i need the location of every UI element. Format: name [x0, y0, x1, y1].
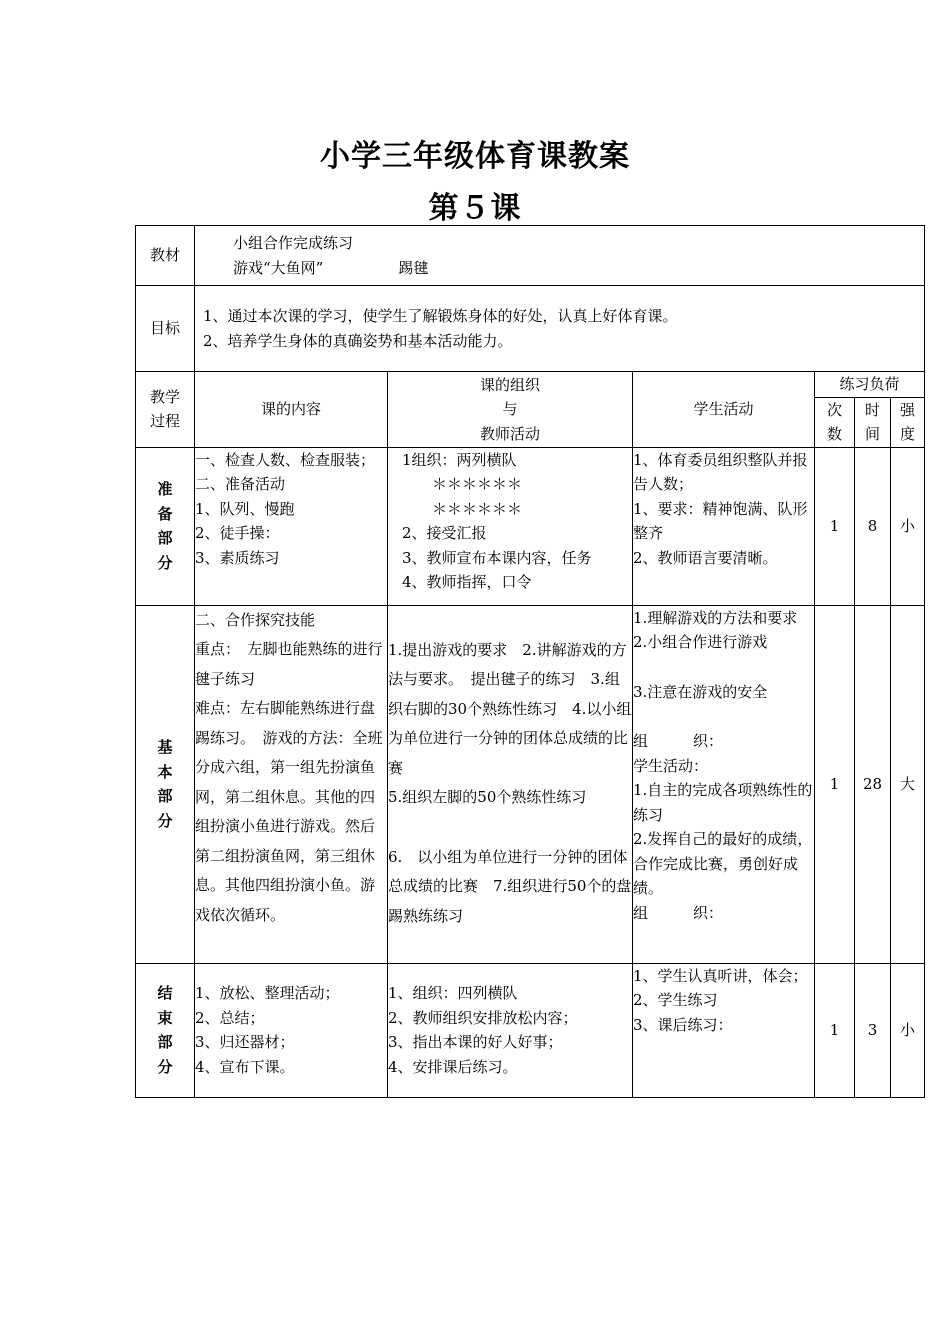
material-label: 教材 — [136, 226, 195, 286]
content-line: 4、宣布下课。 — [195, 1057, 295, 1076]
section-label: 基 本 部 分 — [136, 605, 195, 963]
content-line: 二、准备活动 — [195, 475, 286, 493]
lesson-number: 第５课 — [428, 191, 522, 226]
student-line: 3、课后练习： — [633, 1015, 733, 1034]
student-line: 1.理解游戏的方法和要求 — [633, 608, 798, 627]
time-header-line: 时 — [864, 400, 880, 419]
load-header: 练习负荷 — [815, 372, 925, 398]
section-student — [633, 963, 815, 1097]
org-line: 4、教师指挥，口令 — [402, 573, 532, 591]
content-line: 二、合作探究技能 — [195, 610, 316, 629]
content-line: 1、放松、整理活动； — [195, 984, 340, 1002]
intensity-value: 小 — [891, 963, 925, 1097]
section-row-main — [136, 605, 925, 963]
student-line: 2.小组合作进行游戏 — [633, 633, 768, 651]
intensity-header — [891, 397, 925, 447]
org-line: 1.提出游戏的要求 2.讲解游戏的方法与要求。 提出毽子的练习 3.组织右脚的30个熟练性练习 4.以小组为单位进行一分钟的团体总成绩的比赛 — [388, 640, 632, 777]
material-line: 小组合作完成练习 — [233, 234, 354, 252]
student-line: 学生活动： — [633, 756, 709, 775]
goal-row — [136, 286, 925, 372]
count-value: 1 — [815, 605, 855, 963]
intensity-header-line: 强 — [900, 400, 916, 419]
section-org — [388, 447, 633, 605]
time-value: 3 — [855, 963, 891, 1097]
section-label: 结 束 部 分 — [136, 963, 195, 1097]
process-header-line: 教学 — [149, 387, 180, 406]
process-header-line: 过程 — [149, 412, 180, 431]
header-row — [136, 372, 925, 398]
material-row — [136, 226, 925, 286]
org-line: 1、组织：四列横队 — [388, 984, 518, 1002]
content-line: 2、徒手操： — [195, 524, 280, 542]
student-line: 组 织： — [633, 732, 724, 750]
process-header — [136, 372, 195, 448]
org-line: 2、教师组织安排放松内容； — [388, 1008, 578, 1027]
count-header-line: 次 — [826, 400, 842, 419]
student-line: 2、学生练习 — [633, 991, 718, 1009]
intensity-value: 大 — [891, 605, 925, 963]
content-line: 3、素质练习 — [195, 548, 280, 567]
time-header-line: 间 — [864, 425, 880, 443]
org-spacer — [388, 813, 632, 843]
org-line: 1组织：两列横队 — [402, 450, 517, 469]
org-formation: ＊＊＊＊＊＊ — [402, 499, 523, 518]
time-value: 28 — [855, 605, 891, 963]
count-value: 1 — [815, 447, 855, 605]
student-line: 1、要求：精神饱满、队形整齐 — [633, 499, 808, 542]
content-line: 难点：左右脚能熟练进行盘踢练习。 游戏的方法：全班分成六组，第一组先扮演鱼网，第二组休息。其他的四组扮演小鱼进行游戏。然后第二组扮演鱼网，第三组休息。其他四组扮演小鱼。游戏依次循环。 — [195, 699, 383, 924]
org-formation: ＊＊＊＊＊＊ — [402, 475, 523, 493]
org-header-line: 与 — [502, 400, 518, 418]
lesson-plan-table — [135, 225, 925, 1098]
section-content — [195, 447, 388, 605]
section-content — [195, 963, 388, 1097]
count-value: 1 — [815, 963, 855, 1097]
student-line: 组 织： — [633, 903, 724, 922]
section-org — [388, 963, 633, 1097]
content-line: 3、归还器材； — [195, 1033, 295, 1051]
content-header: 课的内容 — [195, 372, 388, 448]
page-title: 小学三年级体育课教案 — [320, 139, 630, 174]
section-content — [195, 605, 388, 963]
section-label: 准 备 部 分 — [136, 447, 195, 605]
count-header-line: 数 — [826, 425, 842, 443]
student-line: 1.自主的完成各项熟练性的练习 — [633, 781, 813, 824]
goal-label: 目标 — [136, 286, 195, 372]
count-header — [815, 397, 855, 447]
content-line: 一、检查人数、检查服装； — [195, 450, 376, 469]
content-line: 1、队列、慢跑 — [195, 499, 295, 518]
section-org — [388, 605, 633, 963]
time-value: 8 — [855, 447, 891, 605]
org-header-line: 课的组织 — [479, 375, 540, 394]
org-line: 5.组织左脚的50个熟练性练习 — [388, 788, 587, 806]
content-line: 重点： 左脚也能熟练的进行毽子练习 — [195, 640, 383, 688]
content-line: 2、总结； — [195, 1008, 265, 1027]
student-line: 2、教师语言要清晰。 — [633, 548, 778, 567]
org-line: 6. 以小组为单位进行一分钟的团体总成绩的比赛 7.组织进行50个的盘踢熟练练习 — [388, 847, 632, 925]
section-student — [633, 447, 815, 605]
student-header: 学生活动 — [633, 372, 815, 448]
intensity-header-line: 度 — [900, 425, 916, 443]
org-header-line: 教师活动 — [479, 424, 540, 443]
section-row-prep — [136, 447, 925, 605]
time-header — [855, 397, 891, 447]
goal-line: 1、通过本次课的学习，使学生了解锻炼身体的好处，认真上好体育课。 — [203, 307, 678, 325]
org-line: 3、指出本课的好人好事； — [388, 1033, 563, 1051]
section-student — [633, 605, 815, 963]
student-line: 1、体育委员组织整队并报告人数； — [633, 450, 808, 493]
org-line: 2、接受汇报 — [402, 524, 487, 542]
student-line: 2.发挥自己的最好的成绩，合作完成比赛，勇创好成绩。 — [633, 830, 813, 897]
org-line: 4、安排课后练习。 — [388, 1057, 518, 1076]
intensity-value: 小 — [891, 447, 925, 605]
student-spacer — [633, 704, 814, 729]
student-line: 1、学生认真听讲，体会； — [633, 966, 808, 985]
goal-line: 2、培养学生身体的真确姿势和基本活动能力。 — [203, 331, 513, 350]
org-line: 3、教师宣布本课内容，任务 — [402, 548, 592, 567]
org-header — [388, 372, 633, 448]
student-spacer — [633, 655, 814, 680]
student-line: 3.注意在游戏的安全 — [633, 682, 768, 701]
section-row-end — [136, 963, 925, 1097]
material-line: 游戏“大鱼网” 踢毽 — [233, 258, 429, 277]
